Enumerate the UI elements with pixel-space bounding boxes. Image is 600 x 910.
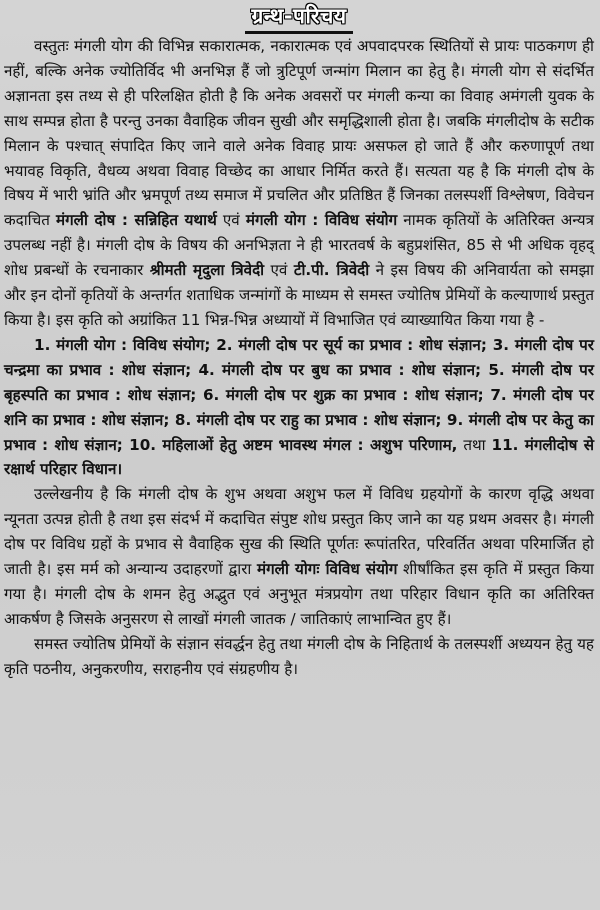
intro-text-2: एवं (216, 211, 246, 230)
chapter-list-connector: तथा (457, 435, 492, 454)
author-name-2: टी.पी. त्रिवेदी (293, 261, 370, 280)
book-title-1: मंगली दोष : सन्निहित यथार्थ (56, 211, 217, 230)
notable-text-1: उल्लेखनीय है कि मंगली दोष के शुभ अथवा अशुभ फल में विविध ग्रहयोगों के कारण वृद्धि अथवा न्यूनता उत्पन्न होती है तथा इस संदर्भ में कदाचित संपुष्ट शोध प्रस्तुत किए जाने का यह प्रथम अवसर है। मंगली दोष पर विविध ग्रहों के प्रभाव से वैवाहिक सुख की स्थिति पूर्णतः रूपांतरित, परिवर्तित अथवा परिमार्जित हो जाती है। इस मर्म को अन्यान्य उदाहरणों द्वारा (4, 485, 594, 579)
paragraph-closing: समस्त ज्योतिष प्रेमियों के संज्ञान संवर्द्धन हेतु तथा मंगली दोष के निहितार्थ के तलस्पर्शी अध्ययन हेतु यह कृति पठनीय, अनुकरणीय, सराहनीय एवं संग्रहणीय है। (4, 634, 594, 678)
chapter-list-text: 1. मंगली योग : विविध संयोग; 2. मंगली दोष पर सूर्य का प्रभाव : शोध संज्ञान; 3. मंगली दोष पर चन्द्रमा का प्रभाव : शोध संज्ञान; 4. मंगली दोष पर बुध का प्रभाव : शोध संज्ञान; 5. मंगली दोष पर बृहस्पति का प्रभाव : शोध संज्ञान; 6. मंगली दोष पर शुक्र का प्रभाव : शोध संज्ञान; 7. मंगली दोष पर शनि का प्रभाव : शोध संज्ञान; 8. मंगली दोष पर राहु का प्रभाव : शोध संज्ञान; 9. मंगली दोष पर केतु का प्रभाव : शोध संज्ञान; 10. महिलाओं हेतु अष्टम भावस्थ मंगल : अशुभ परिणाम, (4, 335, 594, 454)
intro-text-4: एवं (264, 261, 294, 280)
chapter-list (4, 333, 594, 482)
chapter-list-last: 11. मंगलीदोष से रक्षार्थ परिहार विधान। (4, 435, 594, 479)
notable-text-2: शीर्षांकित इस कृति में प्रस्तुत किया गया है। मंगली दोष के शमन हेतु अद्भुत एवं अनुभूत मंत्रप्रयोग तथा परिहार विधान कृति का अतिरिक्त आकर्षण है जिसके अनुसरण से लाखों मंगली जातक / जातिकाएं लाभान्वित हुए हैं। (4, 560, 594, 628)
body-text (4, 34, 594, 682)
page-title: ग्रन्थ-परिचय (245, 2, 352, 34)
intro-text-1: वस्तुतः मंगली योग की विभिन्न सकारात्मक, नकारात्मक एवं अपवादपरक स्थितियों से प्रायः पाठकगण ही नहीं, बल्कि अनेक ज्योतिर्विद भी अनभिज्ञ हैं जो त्रुटिपूर्ण जन्मांग मिलान का हेतु है। मंगली योग से संदर्भित अज्ञानता इस तथ्य से ही परिलक्षित होती है कि अनेक अवसरों पर मंगली कन्या का विवाह अमंगली युवक के साथ सम्पन्न होता है परन्तु उनका वैवाहिक जीवन सुखी और समृद्धिशाली होता है। जबकि मंगलीदोष के सटीक मिलान के पश्चात् संपादित किए जाने वाले अनेक विवाह प्रायः असफल हो जाते हैं और करुणापूर्ण तथा भयावह विकृति, वैधव्य अथवा विवाह विच्छेद का आधार निर्मित करते हैं। सत्यता यह है कि मंगली दोष के विषय में भारी भ्रांति और भ्रमपूर्ण तथ्य समाज में प्रचलित और प्रतिष्ठित हैं जिनका तलस्पर्शी विश्लेषण, विवेचन कदाचित (4, 37, 594, 230)
book-title-3: मंगली योगः विविध संयोग (257, 560, 398, 579)
title-area (4, 0, 594, 34)
book-title-2: मंगली योग : विविध संयोग (245, 211, 398, 230)
intro-text-5: ने इस विषय की अनिवार्यता को समझा और इन दोनों कृतियों के अन्तर्गत शताधिक जन्मांगों के माध्यम से समस्त ज्योतिष प्रेमियों के कल्याणार्थ प्रस्तुत किया है। इस कृति को अग्रांकित 11 भिन्न-भिन्न अध्यायों में विभाजित एवं व्याख्यायित किया गया है - (4, 261, 594, 329)
paragraph-notable (4, 482, 594, 631)
paragraph-intro (4, 34, 594, 333)
author-name-1: श्रीमती मृदुला त्रिवेदी (149, 261, 265, 280)
intro-text-3: नामक कृतियों के अतिरिक्त अन्यत्र उपलब्ध नहीं है। मंगली दोष के विषय की अनभिज्ञता ने ही भारतवर्ष के बहुप्रशंसित, 85 से भी अधिक वृहद् शोध प्रबन्धों के रचनाकार (4, 211, 594, 280)
